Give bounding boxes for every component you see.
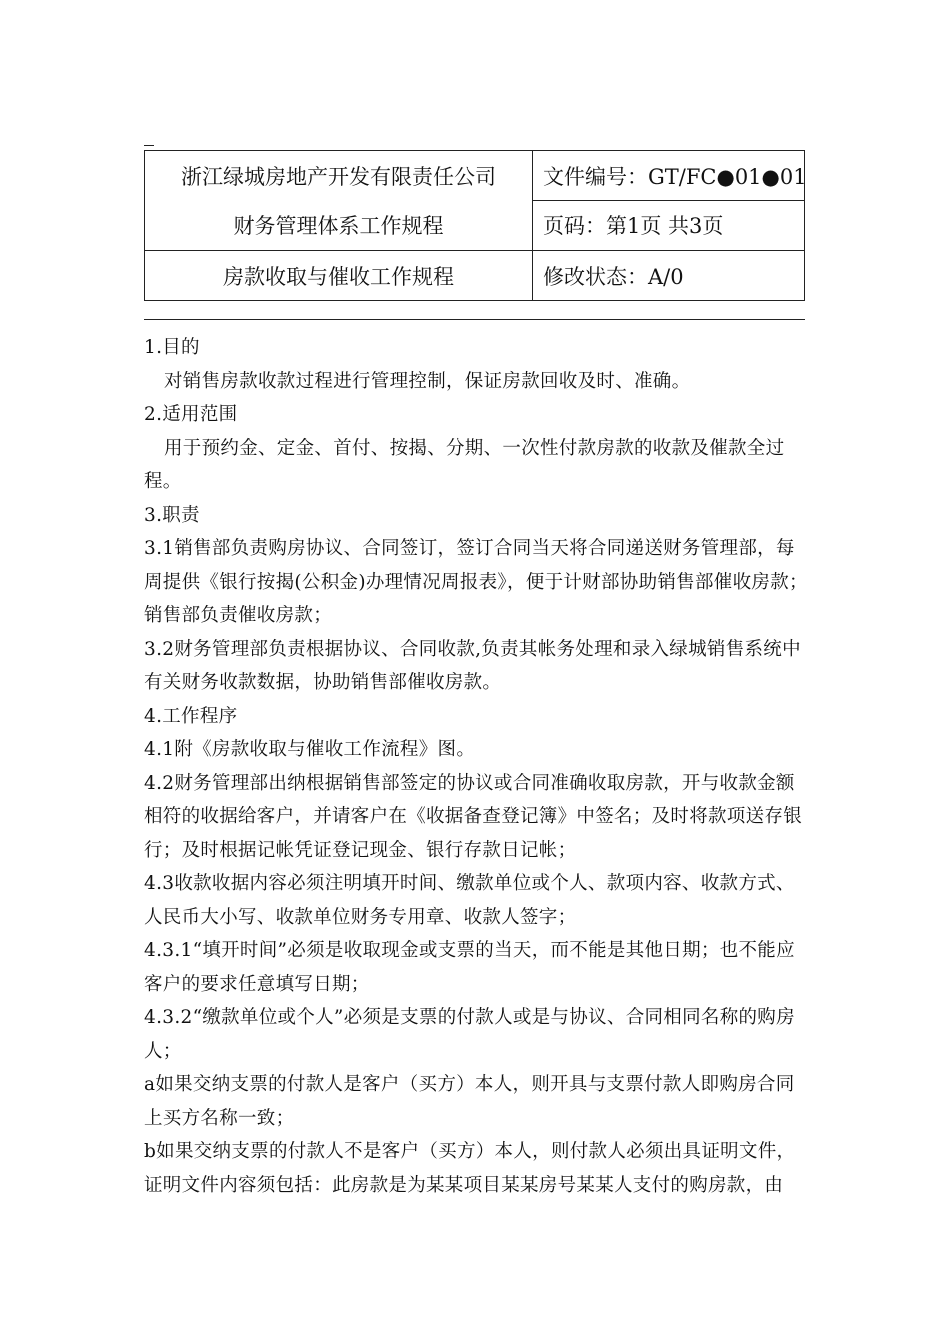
document-body [144,331,809,1202]
header-rule [144,319,805,320]
table-divider-left [145,250,533,251]
doc-title: 房款收取与催收工作规程 [223,265,454,289]
paragraph: 3.1销售部负责购房协议、合同签订，签订合同当天将合同递送财务管理部，每周提供《银行按揭(公积金)办理情况周报表》，便于计财部协助销售部催收房款；销售部负责催收房款； [144,538,808,626]
section-heading-responsibility: 3.职责 [144,504,200,526]
page-info: 页码：第1页 共3页 [543,214,724,238]
table-divider-right-2 [532,250,805,251]
paragraph: 对销售房款收款过程进行管理控制，保证房款回收及时、准确。 [164,370,691,392]
paragraph: 用于预约金、定金、首付、按揭、分期、一次性付款房款的收款及催款全过程。 [144,437,785,492]
paragraph: 3.2财务管理部负责根据协议、合同收款,负责其帐务处理和录入绿城销售系统中有关财务收款数据，协助销售部催收房款。 [144,638,801,693]
paragraph: a如果交纳支票的付款人是客户（买方）本人，则开具与支票付款人即购房合同上买方名称一致； [144,1074,795,1129]
paragraph: b如果交纳支票的付款人不是客户（买方）本人，则付款人必须出具证明文件，证明文件内容须包括：此房款是为某某项目某某房号某某人支付的购房款，由 [144,1141,796,1196]
section-heading-procedure: 4.工作程序 [144,705,238,727]
paragraph: 4.3.2“缴款单位或个人”必须是支票的付款人或是与协议、合同相同名称的购房人； [144,1007,795,1062]
doc-system-title: 财务管理体系工作规程 [233,214,444,238]
section-heading-scope: 2.适用范围 [144,404,238,425]
paragraph: 4.2财务管理部出纳根据销售部签定的协议或合同准确收取房款，开与收款金额相符的收据给客户，并请客户在《收据备查登记簿》中签名；及时将款项送存银行；及时根据记帐凭证登记现金、银行存款日记帐； [144,772,803,861]
table-vertical-divider [532,151,533,300]
paragraph: 4.1附《房款收取与催收工作流程》图。 [144,739,476,760]
company-name: 浙江绿城房地产开发有限责任公司 [181,165,496,189]
doc-number: 文件编号：GT/FC●01●01 [543,165,807,189]
paragraph: 4.3收款收据内容必须注明填开时间、缴款单位或个人、款项内容、收款方式、人民币大小写、收款单位财务专用章、收款人签字； [144,873,795,928]
paragraph: 4.3.1“填开时间”必须是收取现金或支票的当天，而不能是其他日期；也不能应客户的要求任意填写日期； [144,940,795,995]
revision-status: 修改状态：A/0 [543,265,684,289]
section-heading-purpose: 1.目的 [144,337,200,358]
document-header-table [144,150,805,301]
table-divider-right-1 [532,200,805,201]
top-dash-mark [144,145,154,146]
